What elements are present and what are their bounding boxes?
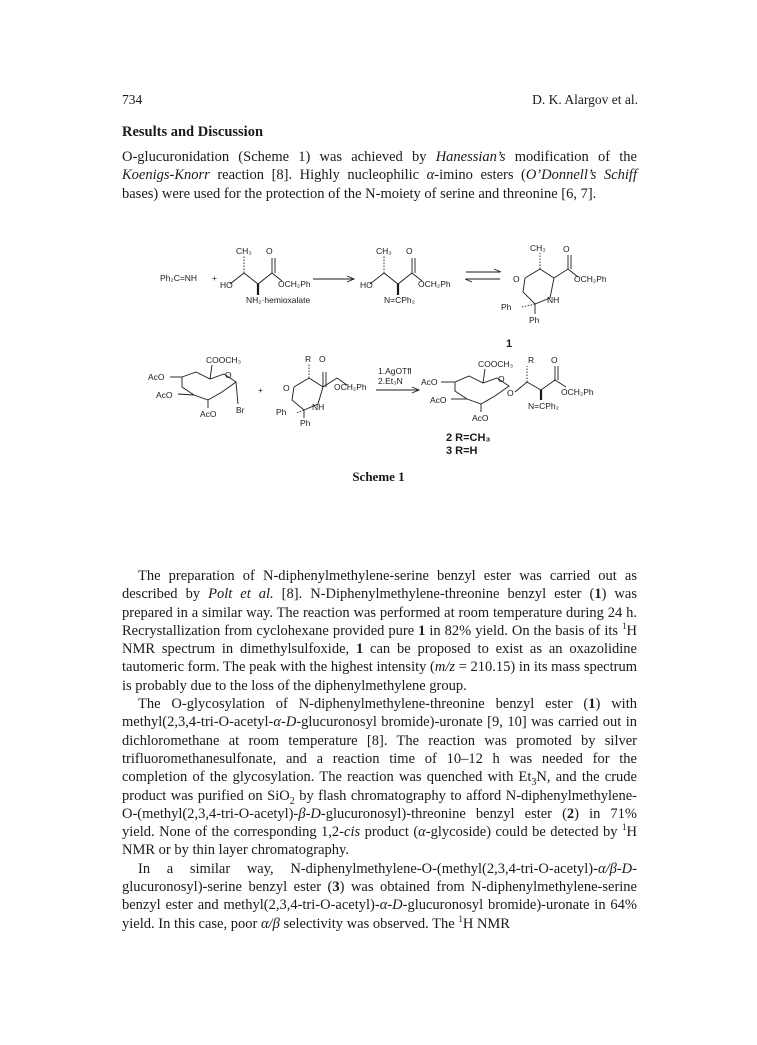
- text-run: = 210.15) in its mass spectrum is probably due to the loss of the diphenylmethylene group.: [122, 659, 637, 694]
- text-run: Polt et al.: [208, 586, 274, 603]
- label-phenyl: Ph: [501, 302, 512, 312]
- label-imine: N=CPh₂: [528, 401, 559, 411]
- text-run: selectivity was observed. The: [279, 915, 459, 932]
- text-run: 1: [458, 913, 463, 924]
- reagent-benzophenone-imine: Ph₂C=NH: [160, 273, 198, 283]
- text-run: 1: [594, 586, 602, 603]
- text-run: 1: [622, 621, 627, 632]
- label-cooch3: COOCH₃: [478, 359, 514, 369]
- scheme-caption: Scheme 1: [352, 469, 405, 484]
- paragraph-serine: [122, 860, 637, 933]
- label-phenyl: Ph: [529, 315, 540, 325]
- text-run: 2: [566, 805, 575, 822]
- text-run: reaction [8]. Highly nucleophilic: [209, 167, 427, 184]
- compound-1-label: 1: [506, 338, 513, 350]
- label-ring-o: O: [513, 274, 520, 284]
- label-ester: OCH₂Ph: [334, 382, 367, 392]
- text-run: -glycoside) could be detected by: [425, 824, 623, 841]
- label-amine-salt: NH₂·hemioxalate: [246, 295, 311, 305]
- label-aco: AcO: [148, 372, 165, 382]
- text-run: α-D: [379, 897, 403, 914]
- text-run: 1: [418, 622, 426, 639]
- text-run: Hanessian’s: [435, 149, 506, 165]
- text-run: in 82% yield. On the basis of its: [425, 622, 623, 639]
- running-header-authors: D. K. Alargov et al.: [532, 92, 638, 107]
- label-ch3: CH₃: [236, 246, 252, 256]
- text-run: 1: [622, 822, 627, 833]
- label-ester: OCH₂Ph: [561, 387, 594, 397]
- label-ring-o: O: [225, 370, 232, 380]
- text-run: product (: [360, 824, 419, 841]
- text-run: 2: [289, 795, 295, 807]
- text-run: cis: [344, 824, 361, 841]
- label-ch3: CH₃: [530, 243, 546, 253]
- label-carbonyl-o: O: [266, 246, 273, 256]
- text-run: α: [418, 824, 426, 841]
- text-run: The O-glycosylation of N-diphenylmethylene-threonine benzyl ester (: [138, 696, 589, 713]
- text-run: -imino esters (: [434, 167, 526, 184]
- text-run: [8]. N-Diphenylmethylene-threonine benzyl ester (: [273, 586, 595, 603]
- section-title: Results and Discussion: [122, 124, 264, 140]
- text-run: In a similar way, N-diphenylmethylene-O-(methyl(2,3,4-tri-O-acetyl)-: [138, 860, 598, 877]
- text-run: 3: [332, 879, 340, 896]
- text-run: ) with methyl(2,3,4-tri-O-acetyl-: [122, 696, 637, 731]
- paragraph-glycosylation: [122, 695, 637, 860]
- label-carbonyl-o: O: [563, 244, 570, 254]
- plus-sign: +: [212, 273, 217, 283]
- text-run: 1: [588, 696, 596, 713]
- label-hydroxy: HO: [360, 280, 373, 290]
- label-aco: AcO: [200, 409, 217, 419]
- text-run: bases) were used for the protection of the N-moiety of serine and threonine [6, 7].: [122, 185, 597, 202]
- label-phenyl: Ph: [300, 418, 311, 428]
- label-aco: AcO: [472, 413, 489, 423]
- label-carbonyl-o: O: [551, 355, 558, 365]
- text-run: 1: [355, 641, 364, 658]
- text-run: by flash chromatography to afford N-diphenylmethylene-O-(methyl(2,3,4-tri-O-acetyl)-: [122, 787, 637, 822]
- text-run: α: [426, 167, 435, 184]
- text-run: -glucuronosyl bromide)-uronate [9, 10] was carried out in dichloromethane at room temperature [8]. The reaction was promoted by silver trifluoromethanesulfonate, and a reaction time of 10–12 h was needed for the completion of the glycosylation. The reaction was quenched with Et: [122, 714, 637, 786]
- label-ring-o: O: [498, 374, 505, 384]
- label-hydroxy: HO: [220, 280, 233, 290]
- page-number: 734: [122, 92, 143, 107]
- label-ester: OCH₂Ph: [278, 279, 311, 289]
- text-run: can be proposed to exist as an oxazolidine tautomeric form. The peak with the highest intensity (: [122, 641, 637, 676]
- label-ester: OCH₂Ph: [418, 279, 451, 289]
- label-ch3: CH₃: [376, 246, 392, 256]
- condition-silver-triflate: 1.AgOTfl: [378, 366, 412, 376]
- text-run: H NMR: [462, 915, 510, 932]
- text-run: -glucuronosyl bromide)-uronate in 64% yield. In this case, poor: [122, 897, 637, 932]
- text-run: α-D: [273, 714, 297, 731]
- text-run: β-D: [298, 805, 321, 822]
- label-glycosidic-o: O: [507, 388, 514, 398]
- label-carbonyl-o: O: [319, 354, 326, 364]
- label-imine: N=CPh₂: [384, 295, 415, 305]
- text-run: ) was prepared in a similar way. The reaction was performed at room temperature during 24 h. Recrystallization from cyclohexane provided pure: [122, 586, 637, 639]
- label-r: R: [528, 355, 535, 365]
- label-ester: OCH₂Ph: [574, 274, 607, 284]
- text-run: O’Donnell’s Schiff: [525, 167, 637, 184]
- text-run: α/β: [260, 915, 280, 932]
- text-run: ) was obtained from N-diphenylmethylene-serine benzyl ester and methyl(2,3,4-tri-O-acetyl)-: [122, 879, 637, 914]
- text-run: modification of the: [505, 149, 637, 165]
- label-aco: AcO: [421, 377, 438, 387]
- text-run: The preparation of N-diphenylmethylene-serine benzyl ester was carried out as described by: [122, 568, 637, 603]
- text-run: H NMR spectrum in dimethylsulfoxide,: [122, 622, 637, 658]
- text-run: ) in 71% yield. None of the corresponding 1,2-: [122, 805, 638, 841]
- label-cooch3: COOCH₃: [206, 355, 242, 365]
- body-text: [122, 567, 637, 933]
- text-run: -glucuronosyl)-threonine benzyl ester (: [320, 805, 567, 822]
- text-run: Koenigs-Knorr: [122, 167, 210, 184]
- label-br: Br: [236, 405, 245, 415]
- text-run: 3: [531, 777, 537, 789]
- label-nh: NH: [312, 402, 325, 412]
- text-run: m/z: [434, 659, 456, 676]
- text-run: -glucuronosyl)-serine benzyl ester (: [122, 860, 637, 896]
- label-aco: AcO: [156, 390, 173, 400]
- text-run: N, and the crude product was purified on SiO: [122, 769, 637, 804]
- paragraph-intro: [122, 148, 637, 203]
- text-run: H NMR or by thin layer chromatography.: [122, 824, 637, 859]
- scheme-labels: [148, 243, 607, 457]
- product-2-label: 2 R=CH₃: [446, 432, 491, 444]
- condition-triethylamine: 2.Et₃N: [378, 376, 403, 386]
- text-run: O-glucuronidation (Scheme 1) was achieved by: [122, 149, 436, 165]
- label-phenyl: Ph: [276, 407, 287, 417]
- reaction-scheme: [0, 232, 757, 482]
- label-r: R: [305, 354, 312, 364]
- label-carbonyl-o: O: [406, 246, 413, 256]
- label-aco: AcO: [430, 395, 447, 405]
- paragraph-preparation: [122, 567, 637, 695]
- text-run: α/β-D: [597, 860, 633, 877]
- label-nh: NH: [547, 295, 560, 305]
- plus-sign: +: [258, 385, 263, 395]
- label-ring-o: O: [283, 383, 290, 393]
- product-3-label: 3 R=H: [446, 445, 478, 457]
